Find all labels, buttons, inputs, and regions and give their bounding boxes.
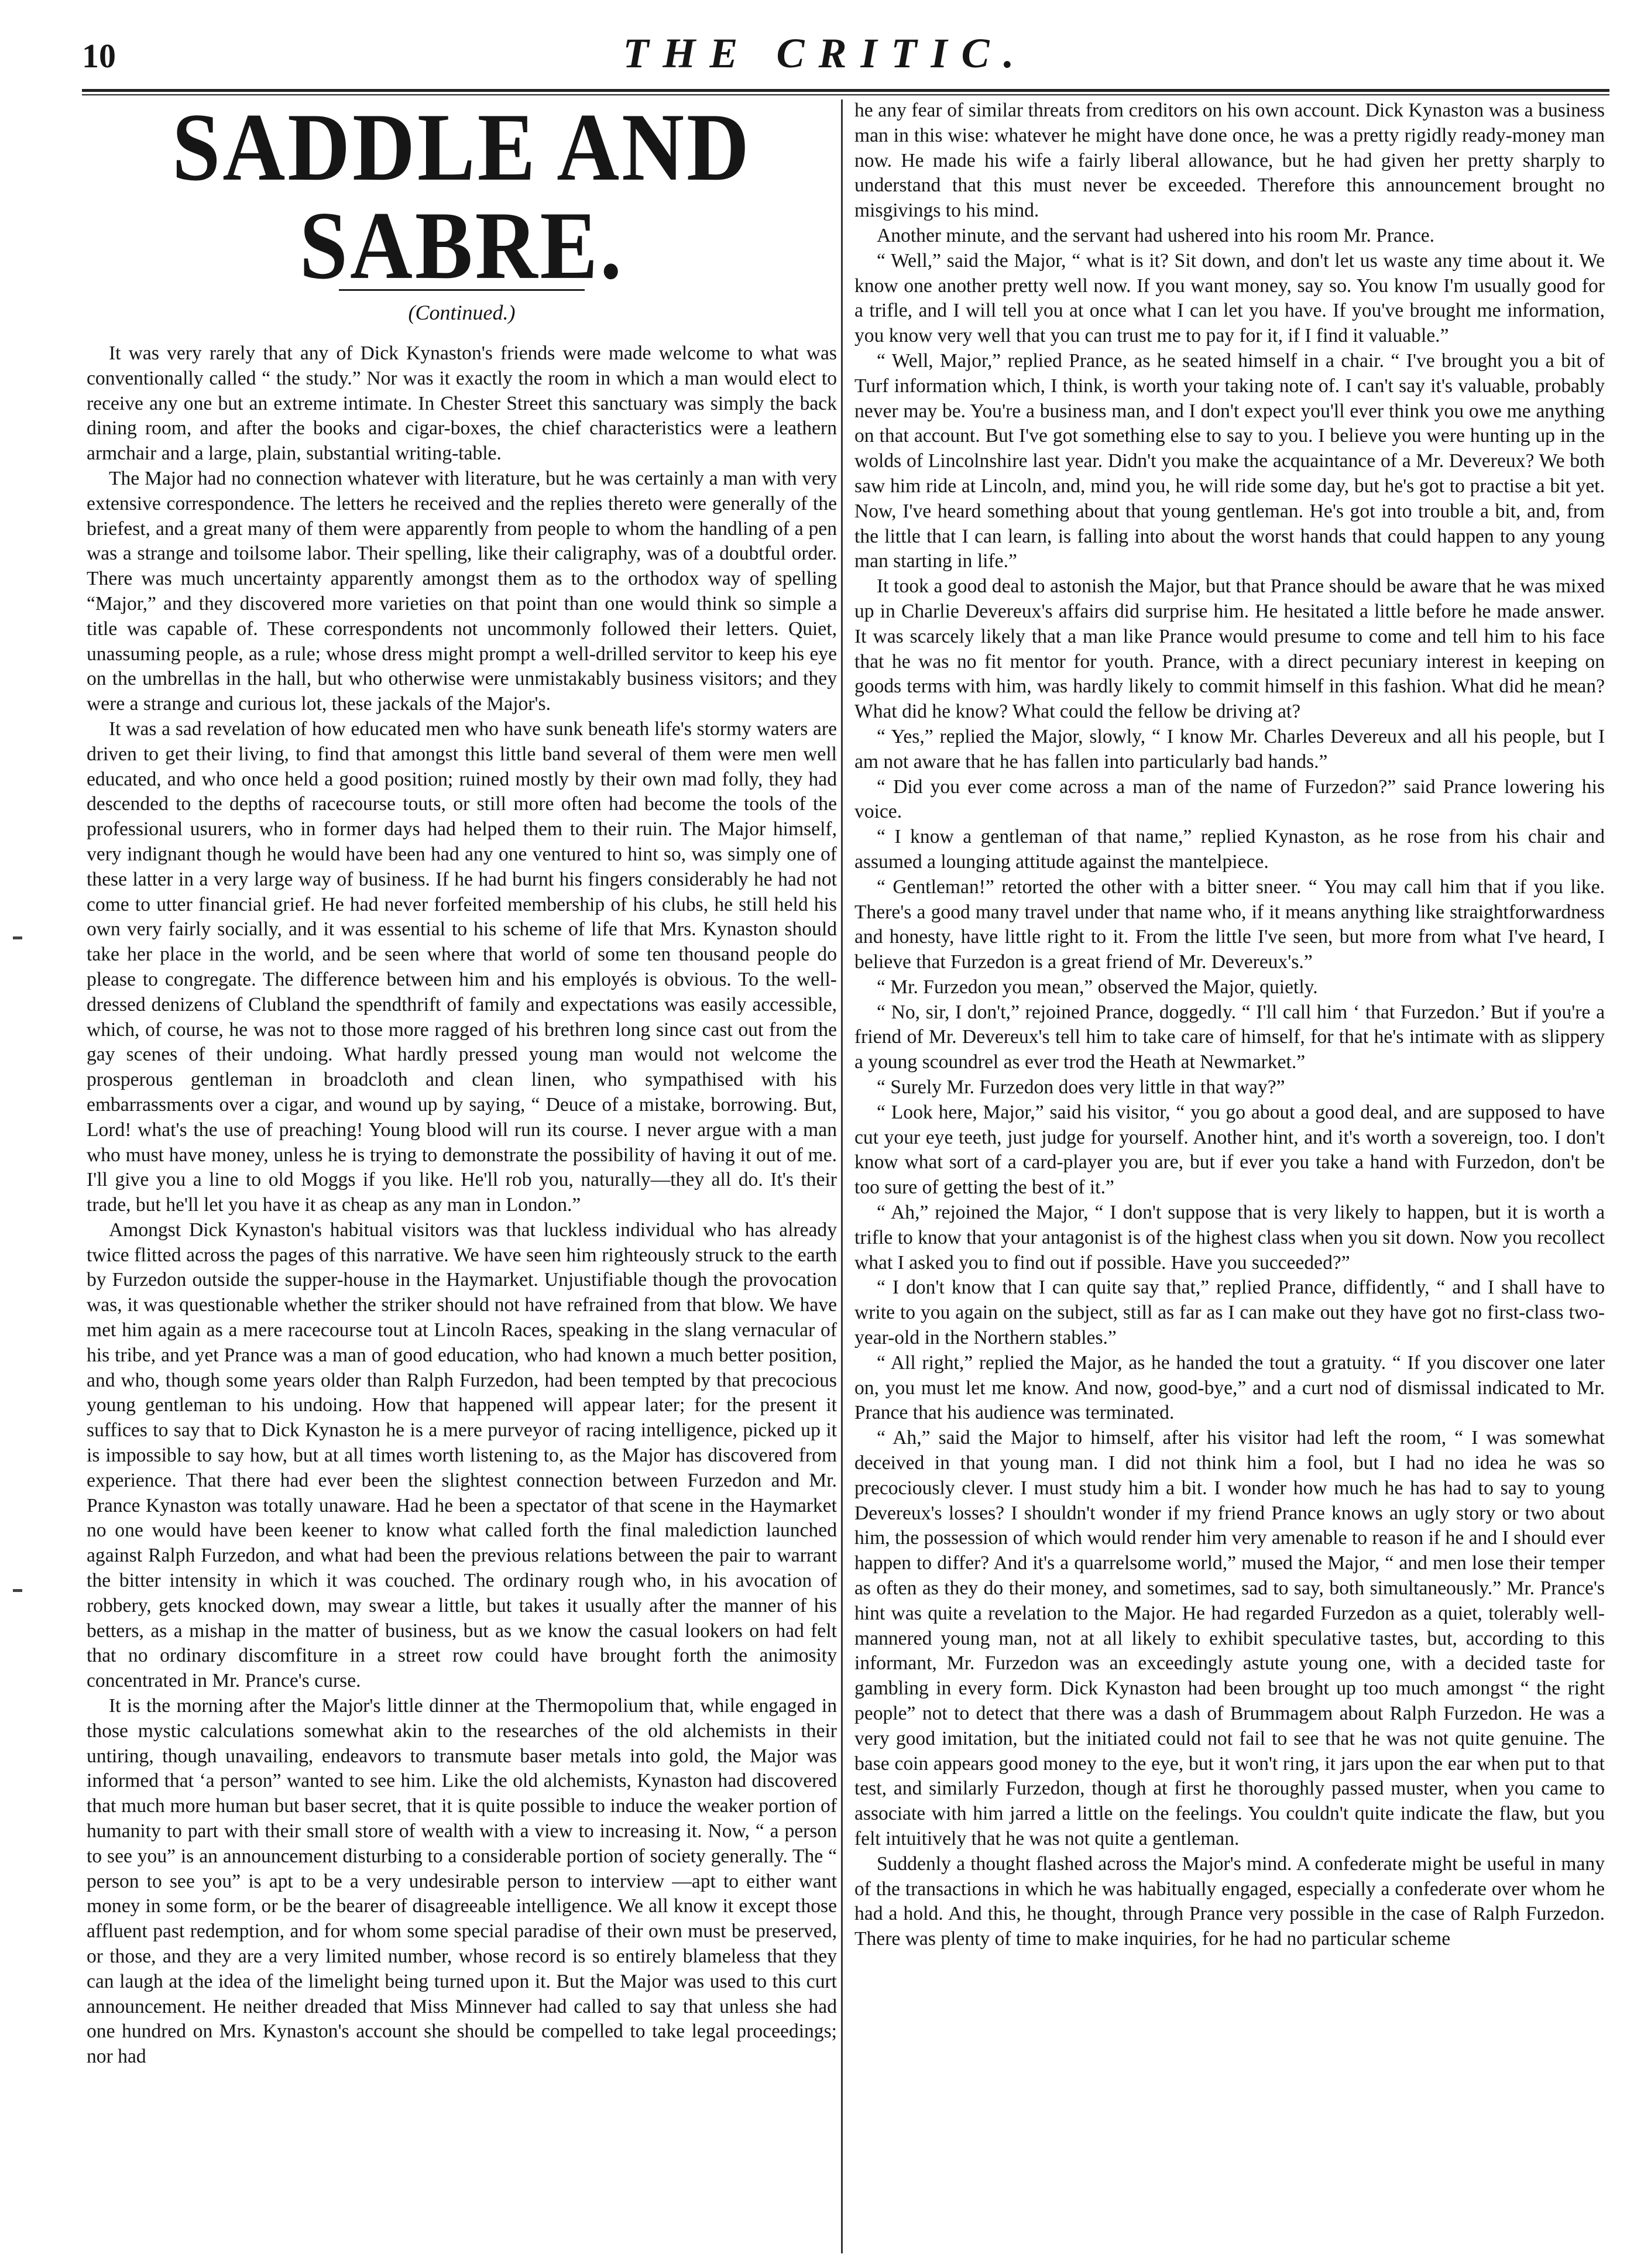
paragraph: Amongst Dick Kynaston's habitual visitors was that luckless individual who has already twice flitted across the pages of this narrative. We have seen him righteously struck to the earth by Furzedon outside the supper-house in the Haymarket. Unjustifiable though the provocation was, it was questionable whether the striker should not have refrained from that blow. We have met him again as a mere racecourse tout at Lincoln Races, speaking in the slang vernacular of his tribe, and yet Prance was a man of good education, who had known a much better position, and who, though some years older than Ralph Furzedon, had been tempted by that precocious young gentleman to his undoing. How that happened will appear later; for the present it suffices to say that to Dick Kynaston he is a mere purveyor of racing intelligence, picked up it is impossible to say how, but at all times worth listening to, as the Major has discovered from experience. That there had ever been the slightest connection between Furzedon and Mr. Prance Kynaston was totally unaware. Had he been a spectator of that scene in the Haymarket no one would have been keener to know what called forth the final malediction launched against Ralph Furzedon, and what had been the previous relations between the pair to warrant the bitter intensity in which it was couched. The ordinary rough who, in his avocation of robbery, gets knocked down, may swear a little, but takes it usually after the manner of his betters, as a mishap in the matter of business, but as we know the casual lookers on had felt that no ordinary discomfiture in a street row could have brought forth the animosity concentrated in Mr. Prance's curse. — [87, 1219, 837, 1692]
paragraph: “ All right,” replied the Major, as he handed the tout a gratuity. “ If you discover one later on, you must let me know. And now, good-bye,” and a curt nod of dismissal indicated to Mr. Prance that his audience was terminated. — [854, 1351, 1605, 1424]
paragraph: he any fear of similar threats from creditors on his own account. Dick Kynaston was a business man in this wise: whatever he might have done once, he was a pretty rigidly ready-money man now. He made his wife a fairly liberal allowance, but he had given her pretty sharply to understand that this must never be exceeded. Therefore this announcement brought no misgivings to his mind. — [854, 99, 1605, 222]
article-title: SADDLE AND SABRE. — [172, 94, 751, 300]
right-column-text — [854, 98, 1605, 1952]
paragraph: “ Did you ever come across a man of the name of Furzedon?” said Prance lowering his voice. — [854, 776, 1605, 823]
paragraph: “ No, sir, I don't,” rejoined Prance, doggedly. “ I'll call him ‘ that Furzedon.’ But if you're a friend of Mr. Devereux's tell him to take care of himself, for that he's intimate with as slippery a young scoundrel as ever trod the Heath at Newmarket.” — [854, 1001, 1605, 1073]
paragraph: Suddenly a thought flashed across the Major's mind. A confederate might be useful in many of the transactions in which he was habitually engaged, especially a confederate over whom he had a hold. And this, he thought, through Prance very possible in the case of Ralph Furzedon. There was plenty of time to make inquiries, for he had no particular scheme — [854, 1852, 1605, 1950]
paragraph: “ Well,” said the Major, “ what is it? Sit down, and don't let us waste any time about it. We know one another pretty well now. If you want money, say so. You know I'm usually good for a trifle, and I will tell you at once what I can let you have. If you've brought me information, you know very well that you can trust me to pay for it, if I find it valuable.” — [854, 249, 1605, 347]
right-column — [854, 98, 1605, 1952]
paragraph: Another minute, and the servant had ushered into his room Mr. Prance. — [877, 224, 1435, 246]
paragraph: “ Look here, Major,” said his visitor, “ you go about a good deal, and are supposed to have cut your eye teeth, just judge for yourself. Another hint, and it's worth a sovereign, too. I don't know what sort of a card-player you are, but if ever you take a hand with Furzedon, don't be too sure of getting the best of it.” — [854, 1101, 1605, 1199]
paragraph: “ I know a gentleman of that name,” replied Kynaston, as he rose from his chair and assumed a lounging attitude against the mantelpiece. — [854, 826, 1605, 873]
paragraph: “ Ah,” rejoined the Major, “ I don't suppose that is very likely to happen, but it is worth a trifle to know that your antagonist is of the highest class when you sit down. Now you recollect what I asked you to find out if possible. Have you succeeded?” — [854, 1202, 1605, 1274]
paragraph: It is the morning after the Major's little dinner at the Thermopolium that, while engaged in those mystic calculations somewhat akin to the researches of the old alchemists in their untiring, though unavailing, endeavors to transmute baser metals into gold, the Major was informed that ‘a person” wanted to see him. Like the old alchemists, Kynaston had discovered that much more human but baser secret, that it is quite possible to induce the weaker portion of humanity to part with their small store of wealth with a view to increasing it. Now, “ a person to see you” is an announcement disturbing to a considerable portion of society generally. The “ person to see you” is apt to be a very undesirable person to interview —apt to either want money in some form, or be the bearer of disagreeable intelligence. We all know it except those affluent past redemption, and for whom some special paradise of their own must be preserved, or those, and they are a very limited number, whose record is so entirely blameless that they can laugh at the idea of the limelight being turned upon it. But the Major was used to this curt announcement. He neither dreaded that Miss Minnever had called to say that unless she had one hundred on Mrs. Kynaston's account she should be compelled to take legal proceedings; nor had — [87, 1695, 837, 2068]
paragraph: “ Well, Major,” replied Prance, as he seated himself in a chair. “ I've brought you a bit of Turf information which, I think, is worth your taking note of. I can't say it's valuable, probably never may be. You're a business man, and I don't expect you'll ever think you owe me anything on that account. But I've got something else to say to you. I believe you were hunting up in the wolds of Lincolnshire last year. Didn't you make the acquaintance of a Mr. Devereux? We both saw him ride at Lincoln, and, mind you, he will ride some day, but he's got to practise a bit yet. Now, I've heard something about that young gentleman. He's got into trouble a bit, and, from the little that I can learn, is falling into about the worst hands that could happen to any young man starting in life.” — [854, 349, 1605, 572]
left-column-text — [87, 341, 837, 2070]
left-column — [87, 94, 837, 2070]
margin-mark — [13, 936, 22, 939]
paragraph: It took a good deal to astonish the Major, but that Prance should be aware that he was mixed up in Charlie Devereux's affairs did surprise him. He hesitated a little before he made answer. It was scarcely likely that a man like Prance would presume to come and tell him to his face that he was no fit mentor for youth. Prance, with a direct pecuniary interest in keeping on goods terms with him, was hardly likely to commit himself in this fashion. What did he mean? What did he know? What could the fellow be driving at? — [854, 575, 1605, 723]
margin-mark — [13, 1589, 22, 1592]
paragraph: “ Gentleman!” retorted the other with a bitter sneer. “ You may call him that if you like. There's a good many travel under that name who, if it means anything like straightforwardness and honesty, have little right to it. From the little I've seen, but more from what I've heard, I believe that Furzedon is a great friend of Mr. Devereux's.” — [854, 876, 1605, 973]
paragraph: “ Surely Mr. Furzedon does very little in that way?” — [877, 1076, 1285, 1099]
paragraph: “ Yes,” replied the Major, slowly, “ I know Mr. Charles Devereux and all his people, but I am not aware that he has fallen into particularly bad hands.” — [854, 725, 1605, 773]
article-subtitle: (Continued.) — [408, 301, 516, 324]
paragraph: The Major had no connection whatever with literature, but he was certainly a man with very extensive correspondence. The letters he received and the replies thereto were generally of the briefest, and a great many of them were apparently from people to whom the handling of a pen was a strange and toilsome labor. Their spelling, like their caligraphy, was of a doubtful order. There was much uncertainty apparently amongst them as to the orthodox way of spelling “Major,” and they discovered more varieties on that point than one would think so simple a title was capable of. These correspondents not uncommonly followed their letters. Quiet, unassuming people, as a rule; whose dress might prompt a well-drilled servitor to keep his eye on the umbrellas in the hall, but who otherwise were unmistakably business visitors; and they were a strange and curious lot, these jackals of the Major's. — [87, 467, 837, 715]
paragraph: “ Ah,” said the Major to himself, after his visitor had left the room, “ I was somewhat deceived in that young man. I did not think him a fool, but I had no idea he was so precociously clever. I must study him a bit. I wonder how much he has had to say to young Devereux's losses? I shouldn't wonder if my friend Prance knows an ugly story or two about him, the possession of which would render him very amenable to reason if he and I should ever happen to differ? And it's a quarrelsome world,” mused the Major, “ and men lose their temper as often as they do their money, and sometimes, sad to say, both simultaneously.” Mr. Prance's hint was quite a revelation to the Major. He had regarded Furzedon as a quiet, tolerably well-mannered young man, not at all likely to exhibit speculative tastes, but, according to this informant, Mr. Furzedon was an exceedingly astute young one, with a decided taste for gambling in every form. Dick Kynaston had been brought up too much amongst “ the right people” not to detect that there was a dash of Brummagem about Ralph Furzedon. He was a very good imitation, but the initiated could not fail to see that he was not quite genuine. The base coin appears good money to the eye, but it won't ring, it jars upon the ear when put to that test, and similarly Furzedon, though at first he thoroughly passed muster, when you came to associate with him jarred a little on the feelings. You couldn't quite indicate the flaw, but you felt intuitively that he was not quite a gentleman. — [854, 1427, 1605, 1850]
paragraph: It was a sad revelation of how educated men who have sunk beneath life's stormy waters are driven to get their living, to find that amongst this little band several of them were men well educated, and who once held a good position; ruined mostly by their own mad folly, they had descended to the depths of racecourse touts, or still more often had become the tools of the professional usurers, who in former days had helped them to their ruin. The Major himself, very indignant though he would have been had any one ventured to hint so, was simply one of these latter in a very large way of business. If he had burnt his fingers considerably he had not come to utter financial grief. He had never forfeited membership of his clubs, he still held his own very fairly socially, and it was essential to his scheme of life that Mrs. Kynaston should take her place in the world, and be seen where that world of some ten thousand people do please to congregate. The difference between him and his employés is obvious. To the well-dressed denizens of Clubland the spendthrift of family and expectations was easily accessible, which, of course, he was not to those more ragged of his brethren long since cast out from the gay scenes of their undoing. What hardly pressed young man would not welcome the prosperous gentleman in broadcloth and clean linen, who sympathised with his embarrassments over a cigar, and wound up by saying, “ Deuce of a mistake, borrowing. But, Lord! what's the use of preaching! Young blood will run its course. I never argue with a man who must have money, unless he is trying to demonstrate the possibility of having it out of me. I'll give you a line to old Moggs if you like. He'll rob you, naturally—they all do. It's their trade, but he'll let you have it as cheap as any man in London.” — [87, 718, 837, 1216]
paragraph: “ Mr. Furzedon you mean,” observed the Major, quietly. — [877, 976, 1318, 998]
column-divider — [841, 99, 843, 2253]
paragraph: “ I don't know that I can quite say that,” replied Prance, diffidently, “ and I shall have to write to you again on the subject, still as far as I can make out they have got no first-class two-year-old in the Northern stables.” — [854, 1277, 1605, 1349]
page-number: 10 — [82, 37, 116, 75]
paragraph: It was very rarely that any of Dick Kynaston's friends were made welcome to what was conventionally called “ the study.” Nor was it exactly the room in which a man would elect to receive any one but an extreme intimate. In Chester Street this sanctuary was simply the back dining room, and after the books and cigar-boxes, the chief characteristics were a leathern armchair and a large, plain, substantial writing-table. — [87, 342, 837, 465]
publication-masthead: THE CRITIC. — [623, 30, 1028, 77]
